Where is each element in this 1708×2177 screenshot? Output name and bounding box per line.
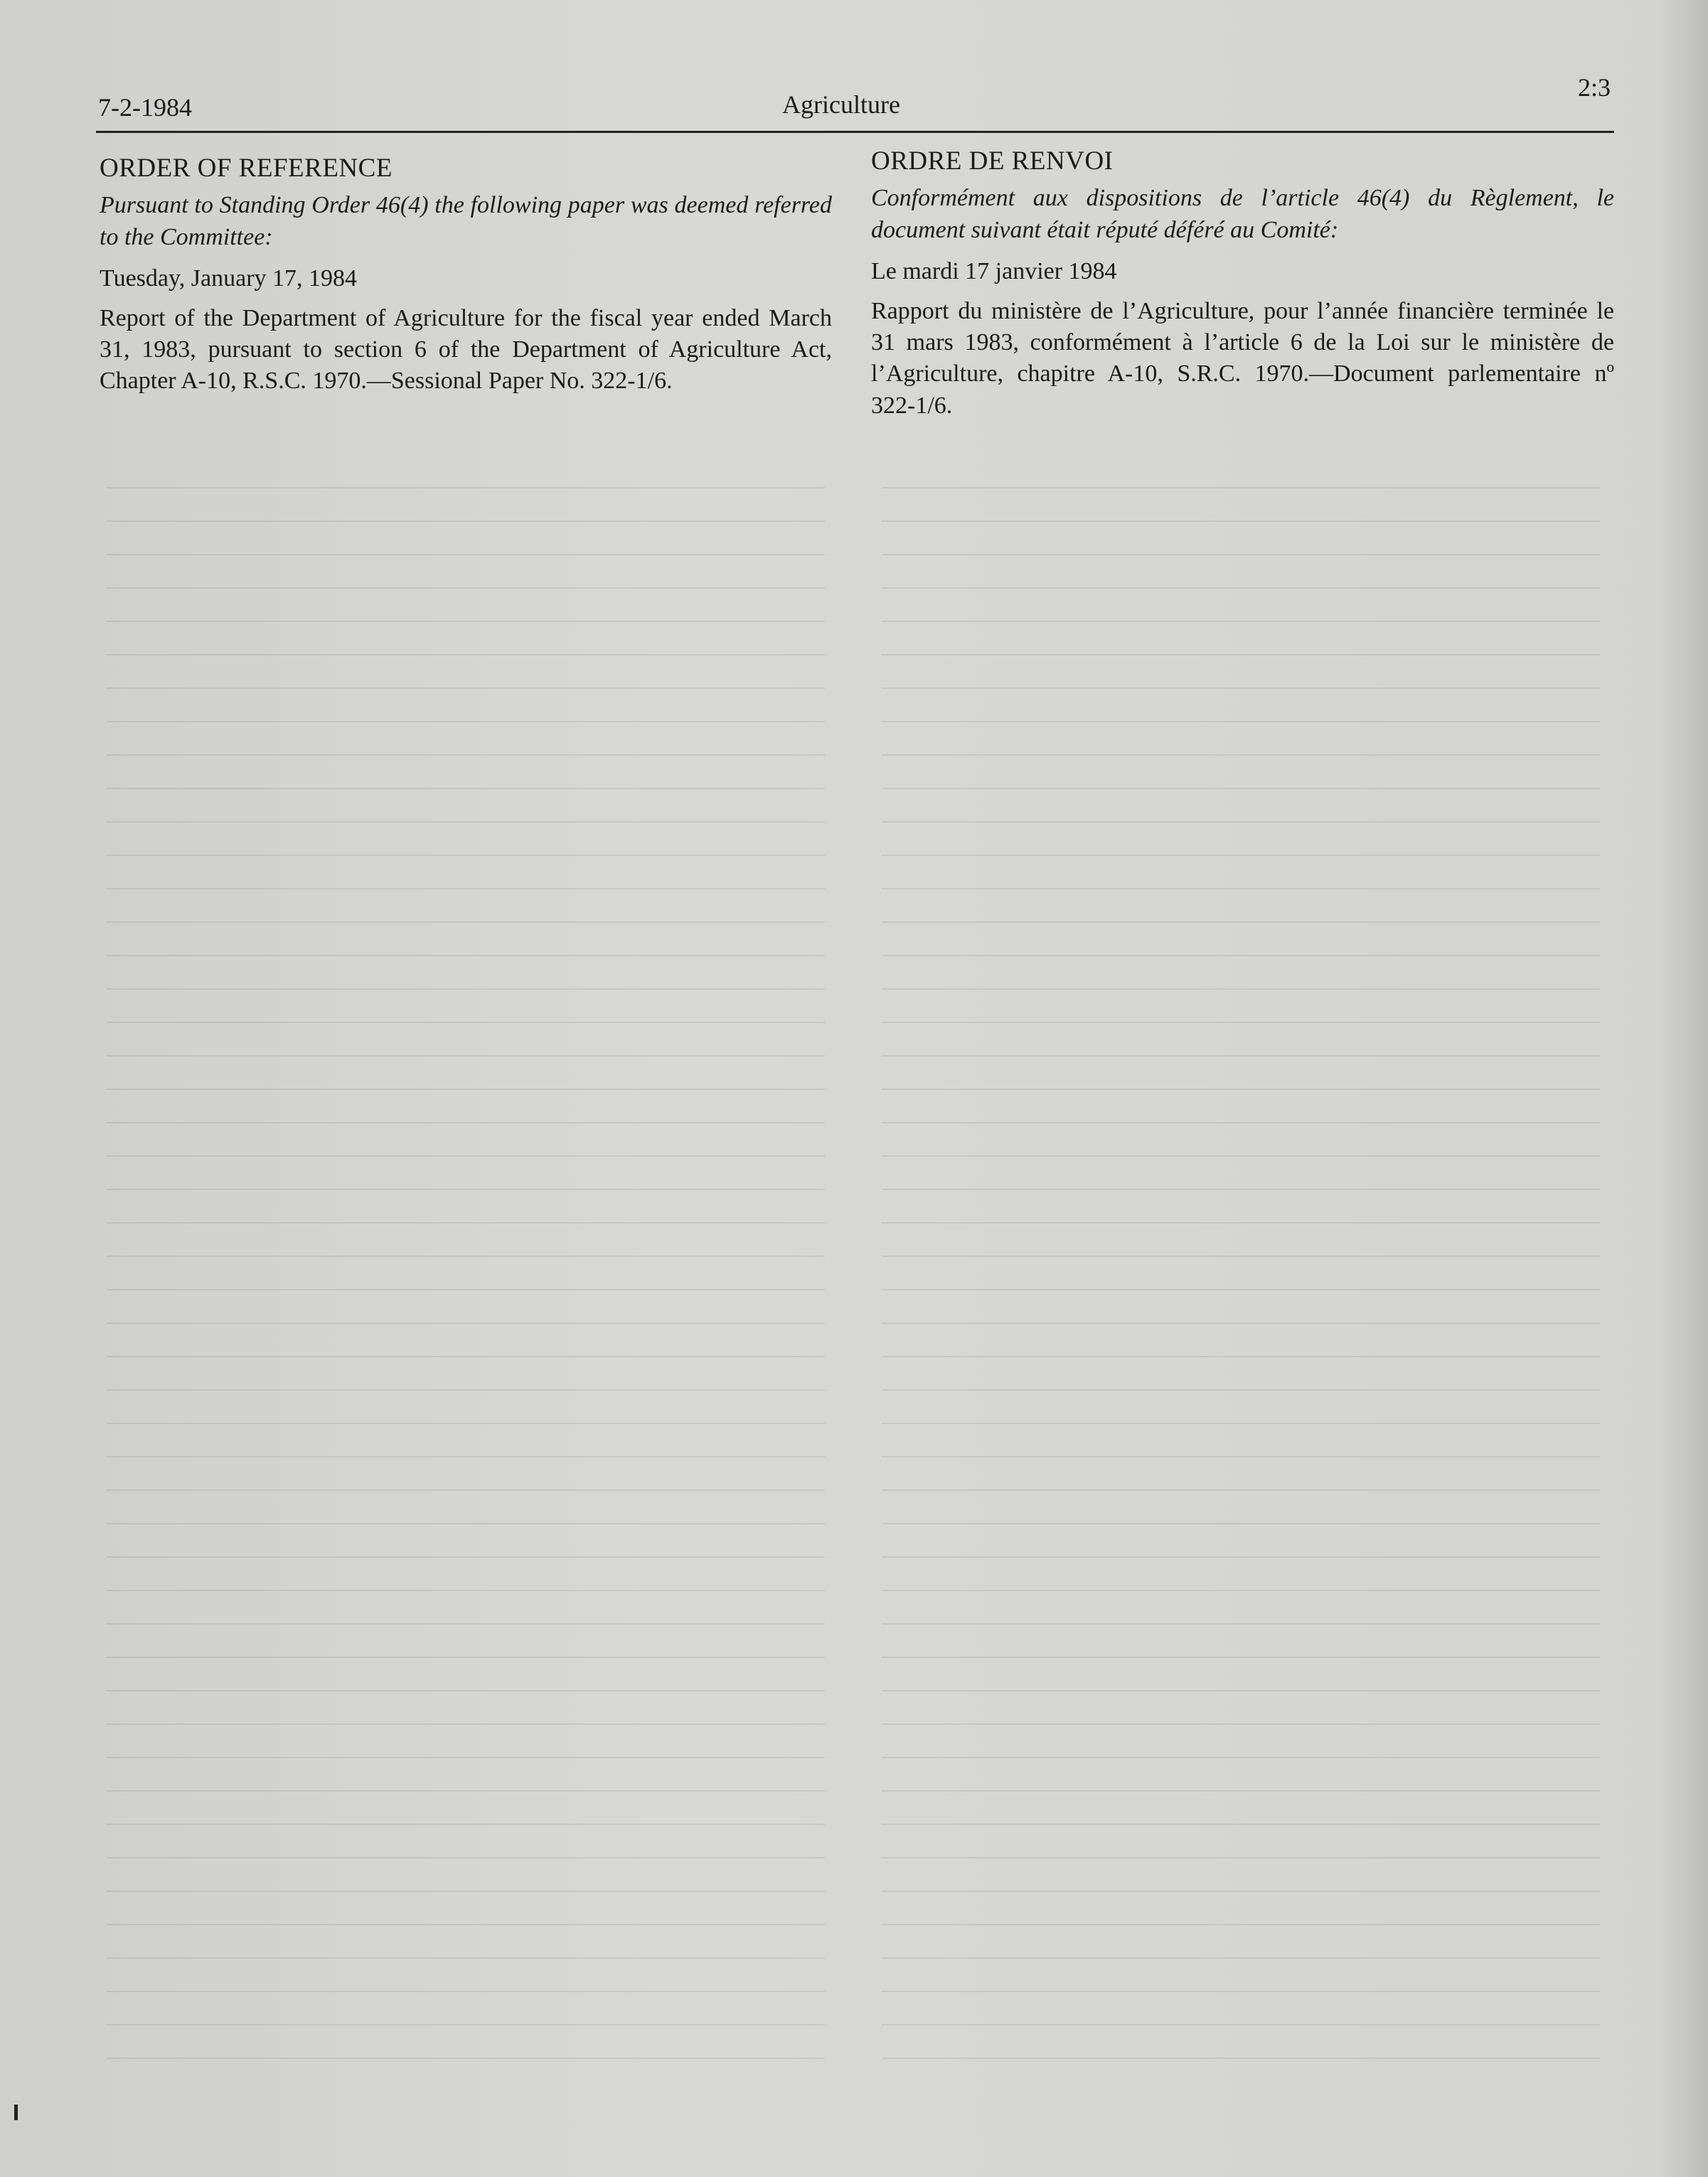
header-title: Agriculture — [782, 90, 900, 119]
show-through-right — [882, 455, 1600, 2090]
margin-mark — [14, 2104, 18, 2120]
page-header — [96, 70, 1614, 133]
show-through-left — [107, 455, 825, 2090]
english-date: Tuesday, January 17, 1984 — [100, 264, 358, 291]
english-heading: ORDER OF REFERENCE — [100, 154, 393, 183]
header-page-number: 2:3 — [1577, 73, 1611, 102]
french-column — [871, 146, 1614, 422]
english-intro: Pursuant to Standing Order 46(4) the following paper was deemed referred to the Committee: — [100, 192, 832, 250]
english-column — [100, 153, 832, 397]
french-body: Rapport du ministère de l’Agriculture, pour l’année financière terminée le 31 mars 1983, conformément à l’article 6 de la Loi sur le ministère de l’Agriculture, chapitre A-10, S.R.C. 1970.—Document parlementaire nº 322-1/6. — [871, 297, 1614, 419]
page-edge-shadow — [1658, 0, 1708, 2177]
french-date: Le mardi 17 janvier 1984 — [871, 257, 1117, 284]
french-intro: Conformément aux dispositions de l’article 46(4) du Règlement, le document suivant était réputé déféré au Comité: — [871, 185, 1614, 243]
french-heading: ORDRE DE RENVOI — [871, 146, 1114, 176]
english-body: Report of the Department of Agriculture for the fiscal year ended March 31, 1983, pursuant to section 6 of the Department of Agriculture Act, Chapter A-10, R.S.C. 1970.—Sessional Paper No. 322-1/6. — [100, 304, 832, 395]
header-date: 7-2-1984 — [98, 93, 192, 122]
